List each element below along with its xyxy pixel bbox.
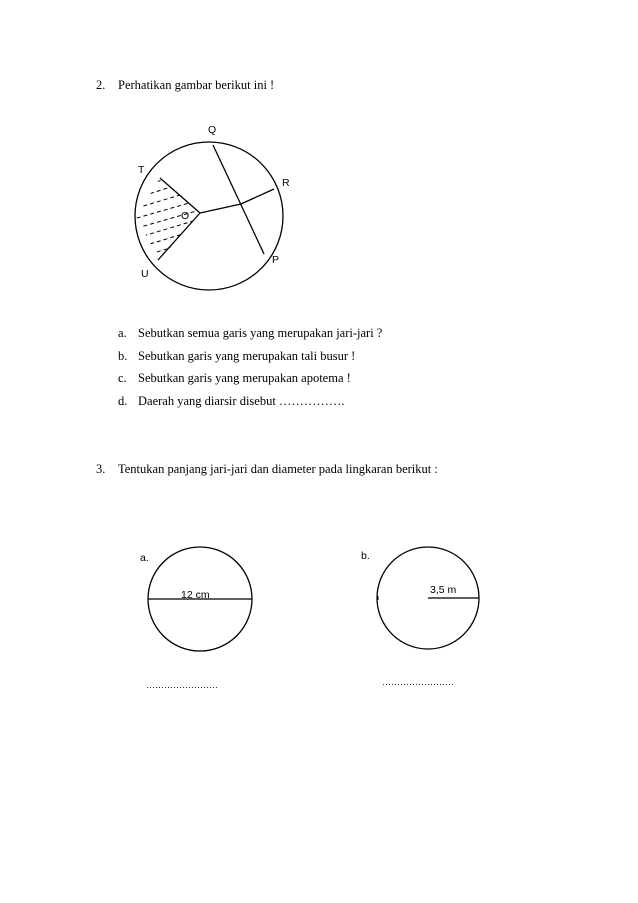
circle-a-answer-blank: …………………… <box>146 680 218 690</box>
item-a-text: Sebutkan semua garis yang merupakan jari-jari ? <box>138 326 383 340</box>
item-a-letter: a. <box>118 326 127 340</box>
question-2-prompt: Perhatikan gambar berikut ini ! <box>118 78 275 92</box>
label-R: R <box>282 177 290 189</box>
chord-QP <box>213 145 264 254</box>
label-U: U <box>141 268 149 280</box>
question-3-number: 3. <box>96 462 106 476</box>
question-3-prompt: Tentukan panjang jari-jari dan diameter pada lingkaran berikut : <box>118 462 438 476</box>
outer-circle <box>135 142 283 290</box>
label-P: P <box>272 254 280 266</box>
question-2-number: 2. <box>96 78 106 92</box>
label-T: T <box>138 164 145 176</box>
item-b-letter: b. <box>118 349 128 363</box>
item-d-text: Daerah yang diarsir disebut ……………. <box>138 394 345 408</box>
circle-a-letter: a. <box>140 552 149 564</box>
item-c-letter: c. <box>118 371 127 385</box>
item-b-text: Sebutkan garis yang merupakan tali busur ! <box>138 349 356 363</box>
item-d-letter: d. <box>118 394 128 408</box>
item-c-text: Sebutkan garis yang merupakan apotema ! <box>138 371 351 385</box>
circle-b-letter: b. <box>361 550 370 562</box>
circle-a-measure: 12 cm <box>181 589 210 601</box>
label-O: O <box>181 210 190 222</box>
segment-to-R <box>241 189 274 204</box>
label-Q: Q <box>208 124 217 136</box>
circle-b-measure: 3,5 m <box>430 584 457 596</box>
segment-O-to-chord <box>200 204 241 213</box>
circle-b-answer-blank: …………………… <box>382 677 454 687</box>
